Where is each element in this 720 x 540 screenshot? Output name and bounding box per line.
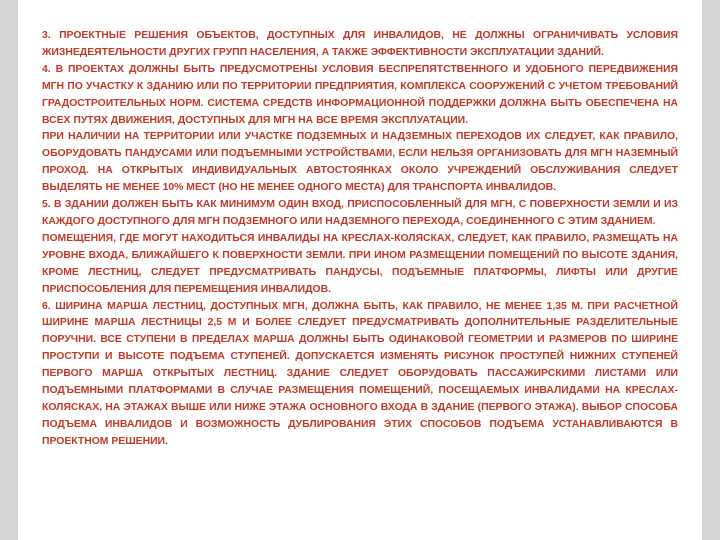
paragraph-underground-crossings: ПРИ НАЛИЧИИ НА ТЕРРИТОРИИ ИЛИ УЧАСТКЕ ПОДЗЕМНЫХ И НАДЗЕМНЫХ ПЕРЕХОДОВ ИХ СЛЕДУЕТ, КАК ПРАВИЛО, ОБОРУДОВАТЬ ПАНДУСАМИ ИЛИ ПОДЪЕМНЫМИ УСТРОЙСТВАМИ, ЕСЛИ НЕЛЬЗЯ ОРГАНИЗОВАТЬ ДЛЯ МГН НАЗЕМНЫЙ ПРОХОД. НА ОТКРЫТЫХ ИНДИВИДУАЛЬНЫХ АВТОСТОЯНКАХ ОКОЛО УЧРЕЖДЕНИЙ ОБСЛУЖИВАНИЯ СЛЕДУЕТ ВЫДЕЛЯТЬ НЕ МЕНЕЕ 10% МЕСТ (НО НЕ МЕНЕЕ ОДНОГО МЕСТА) ДЛЯ ТРАНСПОРТА ИНВАЛИДОВ.: [42, 131, 678, 194]
paragraph-item-4: 4. В ПРОЕКТАХ ДОЛЖНЫ БЫТЬ ПРЕДУСМОТРЕНЫ УСЛОВИЯ БЕСПРЕПЯТСТВЕННОГО И УДОБНОГО ПЕРЕДВИЖЕНИЯ МГН ПО УЧАСТКУ К ЗДАНИЮ ИЛИ ПО ТЕРРИТОРИИ ПРЕДПРИЯТИЯ, КОМПЛЕКСА СООРУЖЕНИЙ С УЧЕТОМ ТРЕБОВАНИЙ ГРАДОСТРОИТЕЛЬНЫХ НОРМ. СИСТЕМА СРЕДСТВ ИНФОРМАЦИОННОЙ ПОДДЕРЖКИ ДОЛЖНА БЫТЬ ОБЕСПЕЧЕНА НА ВСЕХ ПУТЯХ ДВИЖЕНИЯ, ДОСТУПНЫХ ДЛЯ МГН НА ВСЕ ВРЕМЯ ЭКСПЛУАТАЦИИ.: [42, 63, 678, 126]
paragraph-item-5: 5. В ЗДАНИИ ДОЛЖЕН БЫТЬ КАК МИНИМУМ ОДИН ВХОД, ПРИСПОСОБЛЕННЫЙ ДЛЯ МГН, С ПОВЕРХНОСТИ ЗЕМЛИ И ИЗ КАЖДОГО ДОСТУПНОГО ДЛЯ МГН ПОДЗЕМНОГО ИЛИ НАДЗЕМНОГО ПЕРЕХОДА, СОЕДИНЕННОГО С ЭТИМ ЗДАНИЕМ.: [42, 199, 678, 227]
paragraph-wheelchair-rooms: ПОМЕЩЕНИЯ, ГДЕ МОГУТ НАХОДИТЬСЯ ИНВАЛИДЫ НА КРЕСЛАХ-КОЛЯСКАХ, СЛЕДУЕТ, КАК ПРАВИЛО, РАЗМЕЩАТЬ НА УРОВНЕ ВХОДА, БЛИЖАЙШЕГО К ПОВЕРХНОСТИ ЗЕМЛИ. ПРИ ИНОМ РАЗМЕЩЕНИИ ПОМЕЩЕНИЙ ПО ВЫСОТЕ ЗДАНИЯ, КРОМЕ ЛЕСТНИЦ, СЛЕДУЕТ ПРЕДУСМАТРИВАТЬ ПАНДУСЫ, ПОДЪЕМНЫЕ ПЛАТФОРМЫ, ЛИФТЫ ИЛИ ДРУГИЕ ПРИСПОСОБЛЕНИЯ ДЛЯ ПЕРЕМЕЩЕНИЯ ИНВАЛИДОВ.: [42, 232, 678, 295]
paragraph-item-3: 3. ПРОЕКТНЫЕ РЕШЕНИЯ ОБЪЕКТОВ, ДОСТУПНЫХ ДЛЯ ИНВАЛИДОВ, НЕ ДОЛЖНЫ ОГРАНИЧИВАТЬ УСЛОВИЯ ЖИЗНЕДЕЯТЕЛЬНОСТИ ДРУГИХ ГРУПП НАСЕЛЕНИЯ, А ТАКЖЕ ЭФФЕКТИВНОСТИ ЭКСПЛУАТАЦИИ ЗДАНИЙ.: [42, 30, 678, 58]
left-side-bar: [0, 0, 18, 540]
right-side-bar: [702, 0, 720, 540]
slide-body-text: [42, 28, 678, 451]
paragraph-item-6: 6. ШИРИНА МАРША ЛЕСТНИЦ, ДОСТУПНЫХ МГН, ДОЛЖНА БЫТЬ, КАК ПРАВИЛО, НЕ МЕНЕЕ 1,35 М. ПРИ РАСЧЕТНОЙ ШИРИНЕ МАРША ЛЕСТНИЦЫ 2,5 М И БОЛЕЕ СЛЕДУЕТ ПРЕДУСМАТРИВАТЬ ДОПОЛНИТЕЛЬНЫЕ РАЗДЕЛИТЕЛЬНЫЕ ПОРУЧНИ. ВСЕ СТУПЕНИ В ПРЕДЕЛАХ МАРША ДОЛЖНЫ БЫТЬ ОДИНАКОВОЙ ГЕОМЕТРИИ И РАЗМЕРОВ ПО ШИРИНЕ ПРОСТУПИ И ВЫСОТЕ ПОДЪЕМА СТУПЕНЕЙ. ДОПУСКАЕТСЯ ИЗМЕНЯТЬ РИСУНОК ПРОСТУПЕЙ НИЖНИХ СТУПЕНЕЙ ПЕРВОГО МАРША ОТКРЫТЫХ ЛЕСТНИЦ. ЗДАНИЕ СЛЕДУЕТ ОБОРУДОВАТЬ ПАССАЖИРСКИМИ ЛИСТАМИ ИЛИ ПОДЪЕМНЫМИ ПЛАТФОРМАМИ В СЛУЧАЕ РАЗМЕЩЕНИЯ ПОМЕЩЕНИЙ, ПОСЕЩАЕМЫХ ИНВАЛИДАМИ НА КРЕСЛАХ-КОЛЯСКАХ, НА ЭТАЖАХ ВЫШЕ ИЛИ НИЖЕ ЭТАЖА ОСНОВНОГО ВХОДА В ЗДАНИЕ (ПЕРВОГО ЭТАЖА). ВЫБОР СПОСОБА ПОДЪЕМА ИНВАЛИДОВ И ВОЗМОЖНОСТЬ ДУБЛИРОВАНИЯ ЭТИХ СПОСОБОВ ПОДЪЕМА УСТАНАВЛИВАЮТСЯ В ПРОЕКТНОМ РЕШЕНИИ.: [42, 300, 678, 447]
